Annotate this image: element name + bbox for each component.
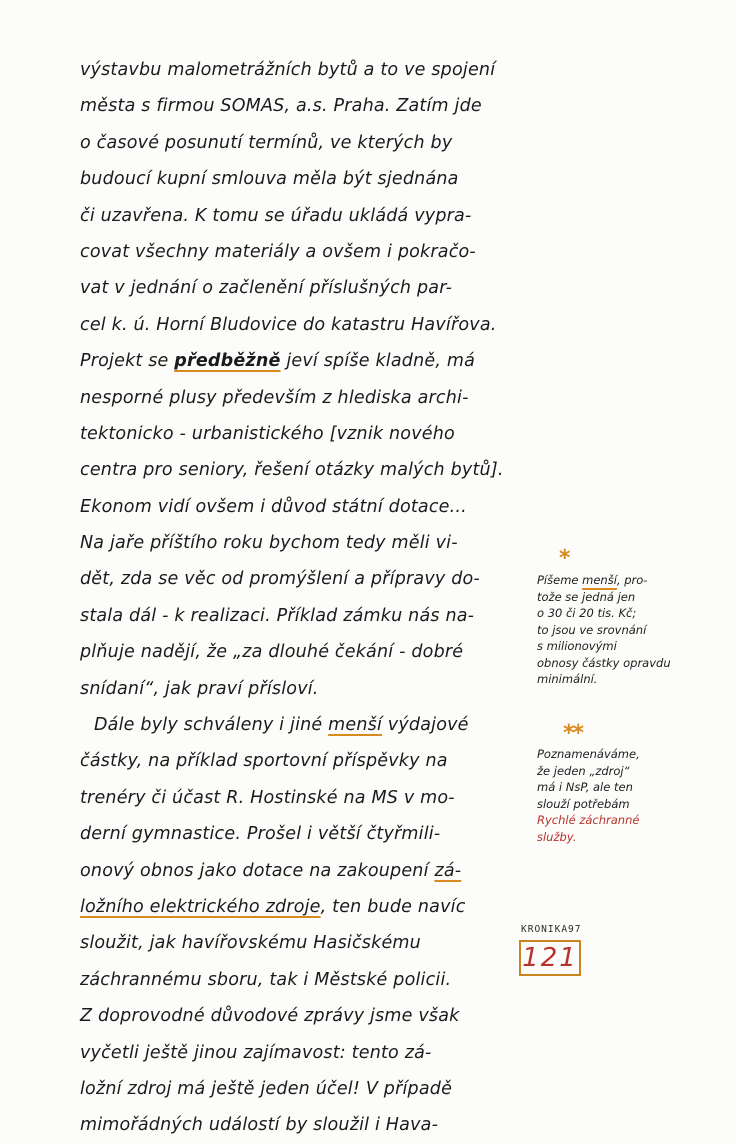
text-line: dět, zda se věc od promýšlení a přípravy do- — [80, 569, 480, 590]
text-line: Z doprovodné důvodové zprávy jsme však — [80, 1006, 460, 1027]
text-line: mimořádných událostí by sloužil i Hava- — [80, 1115, 439, 1136]
text-line: stala dál - k realizaci. Příklad zámku nás na- — [80, 605, 475, 626]
text-line: Ekonom vidí ovšem i důvod státní dotace... — [80, 496, 467, 517]
note-line: Poznamenáváme, — [537, 747, 640, 761]
footnote-marker-double-star: ** — [563, 721, 583, 746]
text-segment: , pro- — [616, 573, 648, 587]
text-line: derní gymnastice. Prošel i větší čtyřmili- — [80, 824, 441, 845]
text-line: sloužit, jak havířovskému Hasičskému — [80, 933, 421, 954]
text-line: trenéry či účast R. Hostinské na MS v mo- — [80, 787, 455, 808]
note-line: to jsou ve srovnání — [537, 622, 647, 637]
text-line: o časové posunutí termínů, ve kterých by — [80, 132, 453, 153]
note-line: obnosy částky opravdu — [537, 655, 671, 670]
text-line: cel k. ú. Horní Bludovice do katastru Havířova. — [80, 314, 497, 335]
text-line: vyčetli ještě jinou zajímavost: tento zá- — [80, 1042, 432, 1063]
text-line — [80, 853, 520, 889]
text-line: Na jaře příštího roku bychom tedy měli vi- — [80, 533, 458, 554]
note-line: minimální. — [537, 672, 598, 686]
text-line: plňuje nadějí, že „za dlouhé čekání - dobré — [80, 642, 464, 663]
text-segment: Projekt se — [80, 351, 175, 372]
text-line: nesporné plusy především z hlediska archi- — [80, 387, 469, 408]
text-segment: onový obnos jako dotace na zakoupení — [80, 860, 435, 881]
note-line — [537, 572, 727, 589]
text-segment: Píšeme — [537, 573, 583, 587]
text-line: vat v jednání o začlenění příslušných par- — [80, 278, 453, 299]
page-number: 121 — [522, 943, 578, 973]
emphasis-zdroj-end: ložního elektrického zdroje — [80, 896, 321, 917]
emphasis-predbezne: předběžně — [174, 351, 281, 372]
note-line: o 30 či 20 tis. Kč; — [537, 606, 637, 620]
note-emphasis-mensi: menší — [582, 573, 617, 587]
text-line: ložní zdroj má ještě jeden účel! V případě — [80, 1078, 453, 1099]
emphasis-zdroj-start: zá- — [434, 860, 462, 881]
text-line: či uzavřena. K tomu se úřadu ukládá vypra- — [80, 205, 472, 226]
text-line: covat všechny materiály a ovšem i pokračo- — [80, 241, 476, 262]
text-segment: Dále byly schváleny i jiné — [94, 715, 329, 736]
note-line: slouží potřebám — [537, 796, 630, 811]
main-text-column — [80, 52, 520, 1144]
chronicle-label: KRONIKA97 — [521, 924, 582, 935]
text-line: centra pro seniory, řešení otázky malých bytů]. — [80, 460, 504, 481]
text-segment: jeví spíše kladně, má — [280, 351, 476, 372]
text-line — [80, 343, 520, 379]
note-line-red: Rychlé záchranné — [537, 813, 640, 827]
margin-note-2 — [537, 746, 727, 845]
text-line: záchrannému sboru, tak i Městské policii. — [80, 969, 452, 990]
page-number-box — [519, 940, 581, 976]
text-line: města s firmou SOMAS, a.s. Praha. Zatím jde — [80, 96, 482, 117]
text-segment: výdajové — [382, 715, 469, 736]
emphasis-mensi: menší — [328, 715, 383, 736]
margin-note-1 — [537, 572, 727, 688]
text-line: snídaní“, jak praví přísloví. — [80, 678, 319, 699]
text-segment: , ten bude navíc — [320, 896, 466, 917]
text-line — [80, 707, 520, 743]
text-line: tektonicko - urbanistického [vznik nového — [80, 423, 455, 444]
text-line: výstavbu malometrážních bytů a to ve spojení — [80, 60, 496, 80]
text-line: částky, na příklad sportovní příspěvky na — [80, 751, 448, 772]
text-line: budoucí kupní smlouva měla být sjednána — [80, 169, 459, 190]
note-line: má i NsP, ale ten — [537, 780, 633, 794]
note-line-red: služby. — [537, 829, 577, 844]
note-line: tože se jedná jen — [537, 589, 636, 604]
note-line: s milionovými — [537, 639, 617, 653]
footnote-marker-single-star: * — [559, 546, 571, 571]
note-line: že jeden „zdroj“ — [537, 763, 630, 778]
text-line — [80, 889, 520, 925]
